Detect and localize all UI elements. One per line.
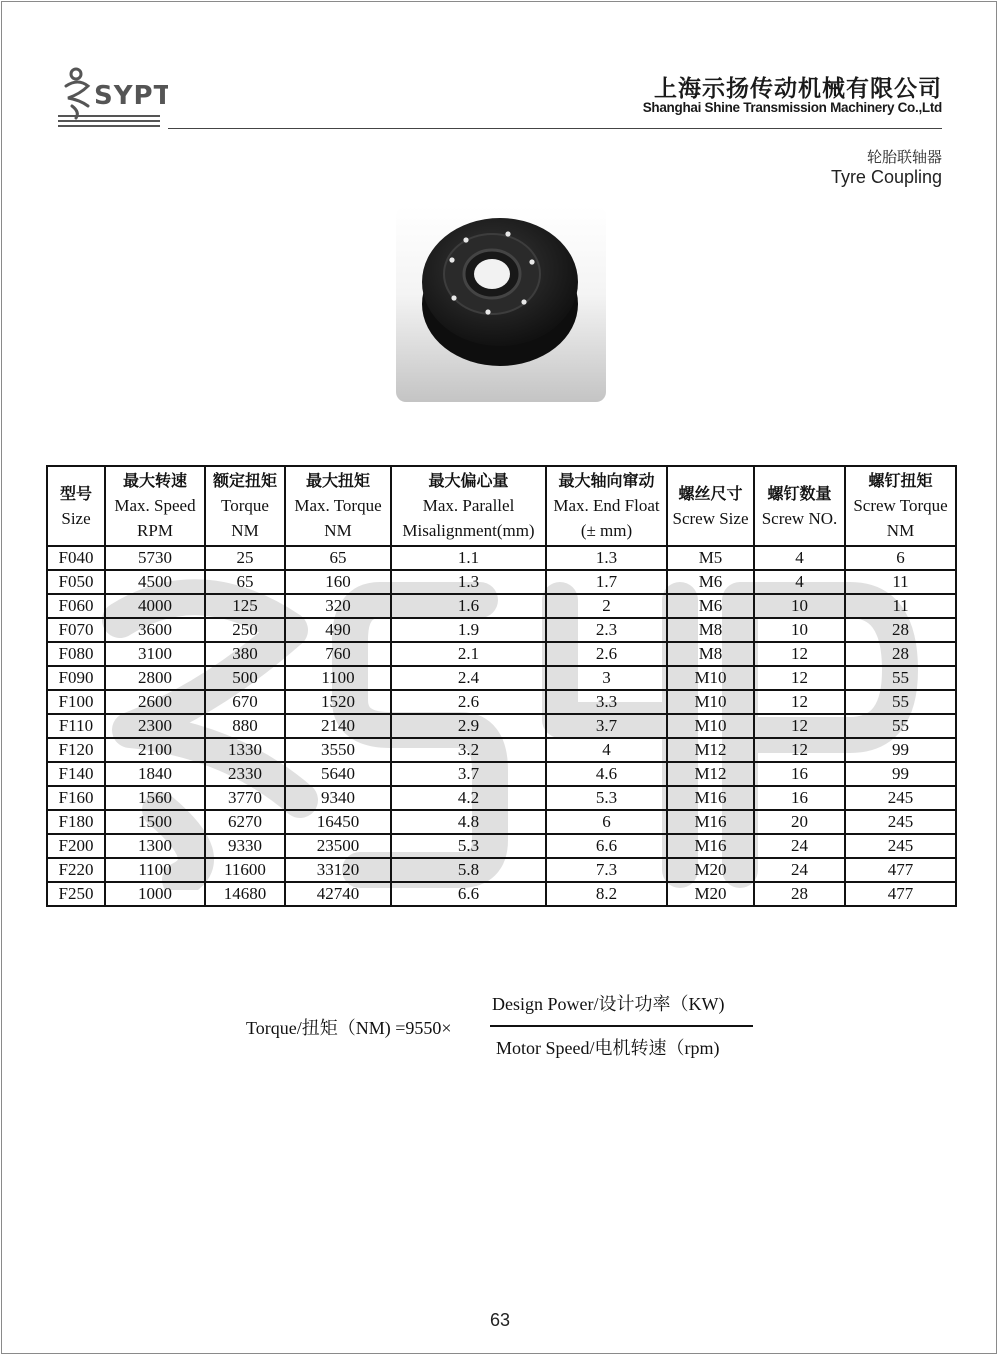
table-cell: F090 bbox=[47, 666, 105, 690]
table-cell: 1300 bbox=[105, 834, 205, 858]
table-cell: 245 bbox=[845, 834, 956, 858]
table-row bbox=[47, 858, 956, 882]
table-cell: M16 bbox=[667, 786, 754, 810]
table-cell: 65 bbox=[285, 546, 391, 570]
company-name-cn: 上海示扬传动机械有限公司 bbox=[654, 76, 942, 102]
table-row bbox=[47, 690, 956, 714]
table-cell: 1000 bbox=[105, 882, 205, 906]
table-cell: 1330 bbox=[205, 738, 285, 762]
table-cell: F220 bbox=[47, 858, 105, 882]
table-cell: 4 bbox=[546, 738, 667, 762]
table-cell: F100 bbox=[47, 690, 105, 714]
table-cell: 25 bbox=[205, 546, 285, 570]
table-cell: M10 bbox=[667, 666, 754, 690]
table-cell: M8 bbox=[667, 642, 754, 666]
table-cell: 2.6 bbox=[391, 690, 546, 714]
table-cell: M10 bbox=[667, 714, 754, 738]
logo-mark-icon bbox=[58, 64, 168, 128]
table-cell: 6 bbox=[845, 546, 956, 570]
table-cell: 2330 bbox=[205, 762, 285, 786]
table-cell: 1100 bbox=[285, 666, 391, 690]
table-row bbox=[47, 834, 956, 858]
table-cell: 6 bbox=[546, 810, 667, 834]
table-cell: 12 bbox=[754, 666, 845, 690]
table-cell: 1560 bbox=[105, 786, 205, 810]
table-cell: 20 bbox=[754, 810, 845, 834]
table-cell: M16 bbox=[667, 810, 754, 834]
table-cell: 2.3 bbox=[546, 618, 667, 642]
spec-table bbox=[46, 465, 957, 907]
table-cell: F180 bbox=[47, 810, 105, 834]
table-cell: 250 bbox=[205, 618, 285, 642]
table-cell: 3.3 bbox=[546, 690, 667, 714]
logo-text: SYPT bbox=[94, 81, 168, 111]
company-logo bbox=[58, 64, 168, 128]
table-cell: 5.3 bbox=[546, 786, 667, 810]
product-photo bbox=[396, 206, 606, 402]
table-cell: 9330 bbox=[205, 834, 285, 858]
table-cell: 3600 bbox=[105, 618, 205, 642]
table-header-row bbox=[47, 466, 956, 546]
table-cell: 10 bbox=[754, 618, 845, 642]
header-max-speed: 最大转速 Max. Speed RPM bbox=[105, 466, 205, 546]
table-cell: 11600 bbox=[205, 858, 285, 882]
header-screw-size: 螺丝尺寸 Screw Size bbox=[667, 466, 754, 546]
table-cell: 245 bbox=[845, 786, 956, 810]
table-row bbox=[47, 642, 956, 666]
table-cell: 16450 bbox=[285, 810, 391, 834]
table-cell: F080 bbox=[47, 642, 105, 666]
table-cell: 55 bbox=[845, 714, 956, 738]
table-cell: 24 bbox=[754, 834, 845, 858]
table-cell: 4 bbox=[754, 570, 845, 594]
table-cell: 1520 bbox=[285, 690, 391, 714]
table-cell: 380 bbox=[205, 642, 285, 666]
table-row bbox=[47, 546, 956, 570]
table-cell: 5.8 bbox=[391, 858, 546, 882]
table-cell: 2.4 bbox=[391, 666, 546, 690]
table-cell: 12 bbox=[754, 642, 845, 666]
header-parallel-misalignment: 最大偏心量 Max. Parallel Misalignment(mm) bbox=[391, 466, 546, 546]
table-cell: 125 bbox=[205, 594, 285, 618]
table-cell: 3.7 bbox=[546, 714, 667, 738]
header-torque: 额定扭矩 Torque NM bbox=[205, 466, 285, 546]
table-cell: 10 bbox=[754, 594, 845, 618]
table-cell: 23500 bbox=[285, 834, 391, 858]
table-cell: 245 bbox=[845, 810, 956, 834]
table-cell: 760 bbox=[285, 642, 391, 666]
table-row bbox=[47, 738, 956, 762]
table-cell: 670 bbox=[205, 690, 285, 714]
table-cell: M5 bbox=[667, 546, 754, 570]
table-cell: 28 bbox=[754, 882, 845, 906]
table-cell: 1.1 bbox=[391, 546, 546, 570]
table-cell: 14680 bbox=[205, 882, 285, 906]
table-cell: 12 bbox=[754, 714, 845, 738]
table-cell: 7.3 bbox=[546, 858, 667, 882]
table-cell: 9340 bbox=[285, 786, 391, 810]
table-cell: M6 bbox=[667, 594, 754, 618]
table-cell: M12 bbox=[667, 738, 754, 762]
table-cell: 4000 bbox=[105, 594, 205, 618]
table-cell: M20 bbox=[667, 858, 754, 882]
table-cell: 880 bbox=[205, 714, 285, 738]
table-cell: 3770 bbox=[205, 786, 285, 810]
table-cell: 2.1 bbox=[391, 642, 546, 666]
table-cell: F110 bbox=[47, 714, 105, 738]
table-cell: F140 bbox=[47, 762, 105, 786]
table-cell: 3550 bbox=[285, 738, 391, 762]
table-cell: 55 bbox=[845, 690, 956, 714]
table-cell: F200 bbox=[47, 834, 105, 858]
table-cell: 1100 bbox=[105, 858, 205, 882]
table-cell: 33120 bbox=[285, 858, 391, 882]
table-cell: 11 bbox=[845, 594, 956, 618]
table-cell: 16 bbox=[754, 786, 845, 810]
table-cell: 1.3 bbox=[546, 546, 667, 570]
table-cell: 1.6 bbox=[391, 594, 546, 618]
table-cell: 6.6 bbox=[391, 882, 546, 906]
formula-denominator: Motor Speed/电机转速（rpm) bbox=[496, 1038, 720, 1058]
table-cell: 12 bbox=[754, 690, 845, 714]
table-row bbox=[47, 786, 956, 810]
table-row bbox=[47, 618, 956, 642]
table-cell: F040 bbox=[47, 546, 105, 570]
table-cell: M12 bbox=[667, 762, 754, 786]
table-cell: M16 bbox=[667, 834, 754, 858]
table-cell: 6270 bbox=[205, 810, 285, 834]
table-row bbox=[47, 762, 956, 786]
table-cell: 320 bbox=[285, 594, 391, 618]
product-title-en: Tyre Coupling bbox=[830, 167, 942, 187]
header-size: 型号 Size bbox=[47, 466, 105, 546]
table-cell: M10 bbox=[667, 690, 754, 714]
table-cell: 477 bbox=[845, 858, 956, 882]
table-cell: 2600 bbox=[105, 690, 205, 714]
table-cell: M8 bbox=[667, 618, 754, 642]
table-row bbox=[47, 570, 956, 594]
product-title-cn: 轮胎联轴器 bbox=[866, 148, 942, 166]
table-cell: 2300 bbox=[105, 714, 205, 738]
table-cell: F160 bbox=[47, 786, 105, 810]
table-row bbox=[47, 882, 956, 906]
table-row bbox=[47, 810, 956, 834]
table-cell: 4.8 bbox=[391, 810, 546, 834]
table-cell: 11 bbox=[845, 570, 956, 594]
table-cell: M20 bbox=[667, 882, 754, 906]
table-cell: 4 bbox=[754, 546, 845, 570]
table-cell: F070 bbox=[47, 618, 105, 642]
table-cell: F250 bbox=[47, 882, 105, 906]
table-cell: 5.3 bbox=[391, 834, 546, 858]
table-cell: 99 bbox=[845, 762, 956, 786]
fraction-bar bbox=[490, 1025, 753, 1027]
page-number: 63 bbox=[489, 1310, 511, 1330]
table-cell: 1.9 bbox=[391, 618, 546, 642]
table-cell: 4.6 bbox=[546, 762, 667, 786]
table-cell: 490 bbox=[285, 618, 391, 642]
table-cell: 28 bbox=[845, 618, 956, 642]
table-row bbox=[47, 594, 956, 618]
table-cell: F050 bbox=[47, 570, 105, 594]
table-cell: 2800 bbox=[105, 666, 205, 690]
table-cell: 3100 bbox=[105, 642, 205, 666]
table-cell: 2100 bbox=[105, 738, 205, 762]
table-cell: 160 bbox=[285, 570, 391, 594]
table-cell: 5730 bbox=[105, 546, 205, 570]
table-cell: F060 bbox=[47, 594, 105, 618]
table-cell: 55 bbox=[845, 666, 956, 690]
table-cell: 2.6 bbox=[546, 642, 667, 666]
table-cell: M6 bbox=[667, 570, 754, 594]
table-cell: 1500 bbox=[105, 810, 205, 834]
table-cell: 6.6 bbox=[546, 834, 667, 858]
table-cell: 8.2 bbox=[546, 882, 667, 906]
table-cell: 65 bbox=[205, 570, 285, 594]
formula-numerator: Design Power/设计功率（KW) bbox=[492, 994, 725, 1014]
table-row bbox=[47, 714, 956, 738]
torque-formula bbox=[246, 986, 766, 1066]
header-screw-number: 螺钉数量 Screw NO. bbox=[754, 466, 845, 546]
table-cell: 3 bbox=[546, 666, 667, 690]
table-cell: 42740 bbox=[285, 882, 391, 906]
company-name-en: Shanghai Shine Transmission Machinery Co.,Ltd bbox=[642, 100, 942, 115]
table-body bbox=[47, 546, 956, 906]
table-cell: 1840 bbox=[105, 762, 205, 786]
table-cell: 1.3 bbox=[391, 570, 546, 594]
table-cell: 4500 bbox=[105, 570, 205, 594]
table-cell: 16 bbox=[754, 762, 845, 786]
table-cell: 1.7 bbox=[546, 570, 667, 594]
header-screw-torque: 螺钉扭矩 Screw Torque NM bbox=[845, 466, 956, 546]
table-cell: F120 bbox=[47, 738, 105, 762]
table-cell: 2.9 bbox=[391, 714, 546, 738]
table-cell: 24 bbox=[754, 858, 845, 882]
table-cell: 28 bbox=[845, 642, 956, 666]
header-divider bbox=[168, 128, 942, 129]
formula-lhs: Torque/扭矩（NM) =9550× bbox=[246, 1018, 452, 1038]
table-cell: 99 bbox=[845, 738, 956, 762]
table-cell: 3.2 bbox=[391, 738, 546, 762]
table-cell: 2140 bbox=[285, 714, 391, 738]
header-max-torque: 最大扭矩 Max. Torque NM bbox=[285, 466, 391, 546]
table-cell: 477 bbox=[845, 882, 956, 906]
table-row bbox=[47, 666, 956, 690]
table-cell: 3.7 bbox=[391, 762, 546, 786]
table-cell: 12 bbox=[754, 738, 845, 762]
table-cell: 5640 bbox=[285, 762, 391, 786]
table-cell: 2 bbox=[546, 594, 667, 618]
table-cell: 4.2 bbox=[391, 786, 546, 810]
table-cell: 500 bbox=[205, 666, 285, 690]
header-end-float: 最大轴向窜动 Max. End Float (± mm) bbox=[546, 466, 667, 546]
